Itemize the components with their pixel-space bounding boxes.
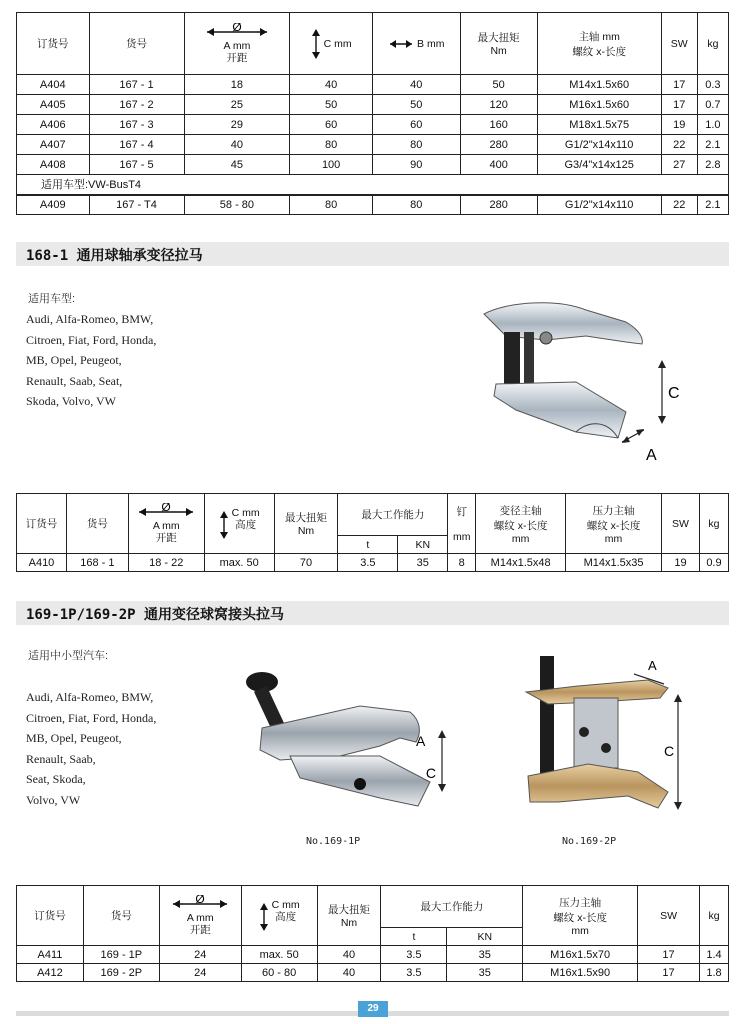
table-row: A411 169 - 1P 24 max. 50 40 3.5 35 M16x1.5x70 17 1.4 (17, 946, 729, 964)
list-item: Audi, Alfa-Romeo, BMW, (26, 312, 154, 326)
header-sw: SW (661, 494, 699, 554)
header-c-height: C mm 高度 (204, 494, 274, 554)
table-row: A406 167 - 3 29 60 60 160 M18x1.5x75 19 1.0 (17, 115, 729, 135)
double-arrow-horizontal-icon (137, 503, 195, 517)
list-item: Renault, Saab, Seat, (26, 373, 123, 388)
page-number: 29 (358, 1001, 388, 1017)
section-header-169 (16, 601, 729, 625)
table-row: A408 167 - 5 45 100 90 400 G3/4"x14x125 27 2.8 (17, 155, 729, 175)
list-item: Citroen, Fiat, Ford, Honda, (26, 710, 157, 725)
cars-label: 适用车型: (28, 293, 76, 305)
car-list (26, 309, 156, 412)
table-row: A409 167 - T4 58 - 80 80 80 280 G1/2"x14x110 22 2.1 (17, 195, 729, 215)
header-a-opening: Ø A mm 开距 (159, 886, 241, 946)
list-item: Seat, Skoda, (26, 772, 86, 786)
table-row: A407 167 - 4 40 80 80 280 G1/2"x14x110 22 2.1 (17, 135, 729, 155)
dim-a-label: A (416, 733, 426, 749)
header-b (372, 13, 460, 75)
svg-text:Ø: Ø (195, 895, 205, 906)
note-row: 适用车型:VW-BusT4 (17, 175, 729, 195)
header-torque: 最大扭矩 Nm (317, 886, 381, 946)
list-item: MB, Opel, Peugeot, (26, 353, 122, 367)
double-arrow-vertical-icon (311, 28, 321, 60)
puller-169-1p-illustration (240, 660, 460, 820)
header-kg: kg (699, 886, 728, 946)
header-sw: SW (638, 886, 700, 946)
caption-169-1p: No.169-1P (306, 836, 361, 847)
header-torque: 最大扭矩 Nm (460, 13, 537, 75)
header-pin: 钉 mm (448, 494, 476, 554)
header-item-no: 货号 (66, 494, 128, 554)
double-arrow-vertical-icon (219, 510, 229, 540)
svg-text:Ø: Ø (232, 23, 242, 34)
section-header-168 (16, 242, 729, 266)
table-row: A412 169 - 2P 24 60 - 80 40 3.5 35 M16x1.5x90 17 1.8 (17, 964, 729, 982)
header-item-no: 货号 (83, 886, 159, 946)
svg-text:Ø: Ø (161, 503, 171, 514)
list-item: MB, Opel, Peugeot, (26, 731, 122, 745)
ball-joint-puller-illustration (476, 292, 686, 467)
header-c (290, 13, 373, 75)
table-row: A410 168 - 1 18 - 22 max. 50 70 3.5 35 8 M14x1.5x48 M14x1.5x35 19 0.9 (17, 554, 729, 572)
header-capacity: 最大工作能力 (338, 494, 448, 536)
header-order-no: 订货号 (17, 13, 90, 75)
list-item: Volvo, VW (26, 792, 81, 807)
header-torque: 最大扭矩 Nm (274, 494, 338, 554)
b-dimension-icon (388, 37, 414, 51)
header-t: t (381, 928, 447, 946)
header-sw: SW (661, 13, 697, 75)
b-unit-label: B mm (417, 37, 445, 50)
dim-c-label: C (668, 385, 680, 402)
double-arrow-horizontal-icon (171, 895, 229, 909)
header-kn: KN (447, 928, 523, 946)
dim-a-label: A (648, 658, 657, 673)
header-press-spindle: 压力主轴 螺纹 x-长度 mm (523, 886, 638, 946)
section-title: 168-1 通用球轴承变径拉马 (26, 248, 203, 264)
header-a-opening (184, 13, 290, 75)
cars-label: 适用中小型汽车: (28, 650, 109, 662)
header-order-no: 订货号 (17, 886, 84, 946)
double-arrow-horizontal-icon (205, 23, 269, 37)
caption-169-2p: No.169-2P (562, 836, 617, 847)
dim-c-label: C (425, 765, 436, 781)
header-t: t (338, 536, 398, 554)
header-order-no: 订货号 (17, 494, 67, 554)
header-var-spindle: 变径主轴 螺纹 x-长度 mm (476, 494, 566, 554)
double-arrow-vertical-icon (259, 902, 269, 932)
puller-169-2p-illustration (518, 652, 690, 822)
list-item: Audi, Alfa-Romeo, BMW, (26, 690, 154, 704)
header-capacity: 最大工作能力 (381, 886, 523, 928)
list-item: Citroen, Fiat, Ford, Honda, (26, 332, 157, 347)
header-item-no: 货号 (89, 13, 184, 75)
spec-table-169 (16, 885, 729, 982)
header-kg: kg (697, 13, 728, 75)
header-kg: kg (699, 494, 728, 554)
list-item: Renault, Saab, (26, 751, 96, 766)
a-sub-label: 开距 (226, 52, 248, 64)
header-press-spindle: 压力主轴 螺纹 x-长度 mm (566, 494, 662, 554)
spec-table-167 (16, 12, 729, 215)
header-spindle: 主轴 mm 螺纹 x-长度 (537, 13, 661, 75)
header-c-height: C mm 高度 (241, 886, 317, 946)
a-unit-label: A mm (223, 40, 251, 52)
section-title: 169-1P/169-2P 通用变径球窝接头拉马 (26, 607, 285, 623)
header-kn: KN (398, 536, 448, 554)
car-list (26, 687, 156, 810)
c-unit-label: C mm (323, 37, 352, 50)
spec-table-168 (16, 493, 729, 572)
list-item: Skoda, Volvo, VW (26, 394, 117, 408)
dim-a-label: A (646, 447, 657, 464)
header-a-opening: Ø A mm 开距 (128, 494, 204, 554)
table-row: A404 167 - 1 18 40 40 50 M14x1.5x60 17 0.3 (17, 75, 729, 95)
table-row: A405 167 - 2 25 50 50 120 M16x1.5x60 17 0.7 (17, 95, 729, 115)
dim-c-label: C (664, 743, 675, 759)
